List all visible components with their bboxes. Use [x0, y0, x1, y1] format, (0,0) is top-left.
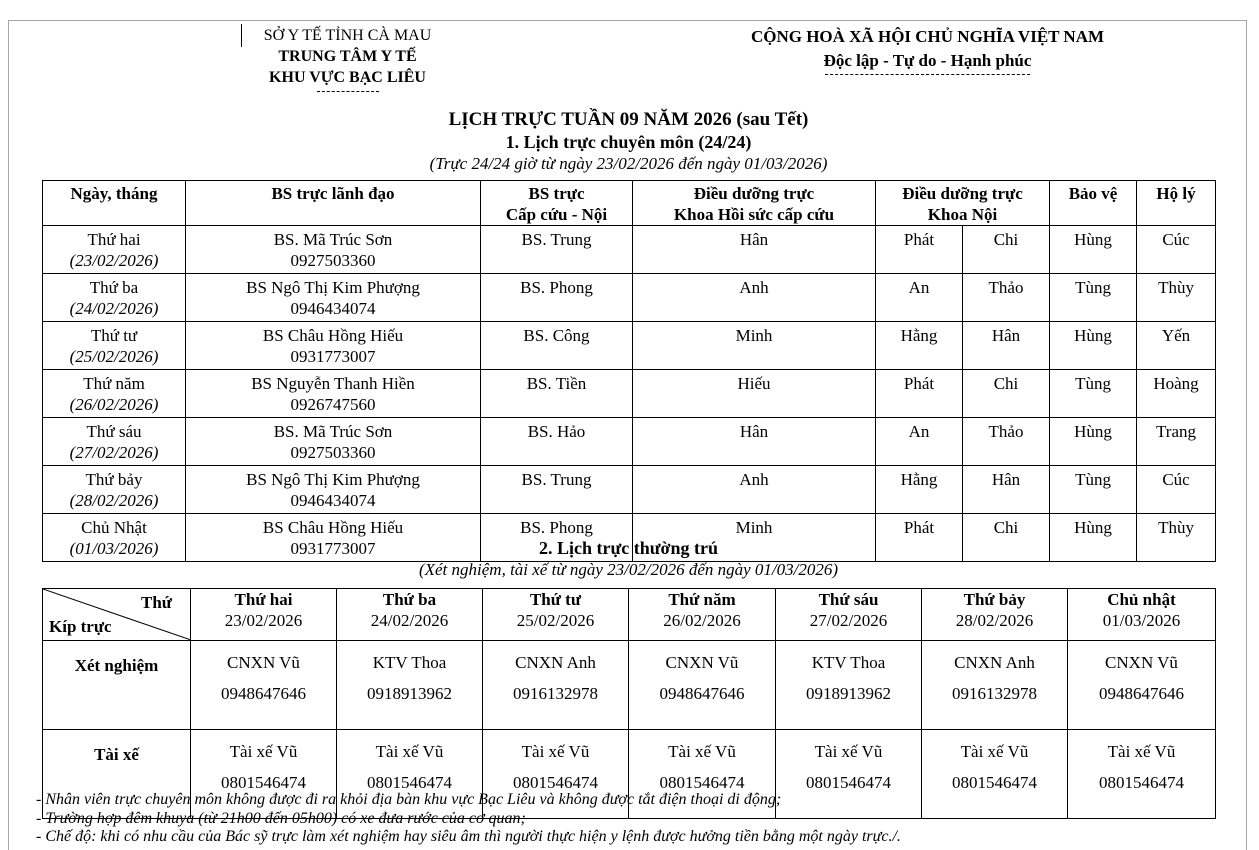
org-line-2: TRUNG TÂM Y TẾ	[278, 48, 417, 65]
guard-cell: Hùng	[1050, 322, 1137, 370]
col-header-day: Ngày, tháng	[43, 181, 186, 226]
noi-nurse-cell-1: An	[876, 274, 963, 322]
section2-heading: 2. Lịch trực thường trú	[538, 538, 719, 558]
lead-doctor-cell: BS. Mã Trúc Sơn 0927503360	[186, 418, 481, 466]
day-cell: Thứ ba (24/02/2026)	[43, 274, 186, 322]
guard-cell: Hùng	[1050, 514, 1137, 562]
driver-cell: Tài xế Vũ 0801546474	[629, 730, 776, 819]
icu-nurse-cell: Hiếu	[633, 370, 876, 418]
day-cell: Thứ hai (23/02/2026)	[43, 226, 186, 274]
lead-doctor-cell: BS Châu Hồng Hiếu 0931773007	[186, 322, 481, 370]
org-line-1: SỞ Y TẾ TỈNH CÀ MAU	[263, 27, 432, 44]
er-doctor-cell: BS. Hảo	[481, 418, 633, 466]
col-header-helper: Hộ lý	[1137, 181, 1216, 226]
document-title: LỊCH TRỰC TUẦN 09 NĂM 2026 (sau Tết)	[448, 109, 809, 130]
footer-notes	[36, 791, 1236, 847]
col-header-er-doctor: BS trực Cấp cứu - Nội	[481, 181, 633, 226]
noi-nurse-cell-1: Hằng	[876, 322, 963, 370]
guard-cell: Tùng	[1050, 370, 1137, 418]
noi-nurse-cell-2: Chi	[963, 370, 1050, 418]
icu-nurse-cell: Hân	[633, 418, 876, 466]
table-row	[43, 322, 1216, 370]
icu-nurse-cell: Minh	[633, 514, 876, 562]
lead-doctor-cell: BS Ngô Thị Kim Phượng 0946434074	[186, 274, 481, 322]
day-header: Thứ tư 25/02/2026	[483, 589, 629, 641]
icu-nurse-cell: Anh	[633, 466, 876, 514]
corner-label-top: Thứ	[141, 593, 172, 612]
day-cell: Thứ tư (25/02/2026)	[43, 322, 186, 370]
helper-cell: Trang	[1137, 418, 1216, 466]
day-cell: Thứ năm (26/02/2026)	[43, 370, 186, 418]
driver-cell: Tài xế Vũ 0801546474	[483, 730, 629, 819]
lab-cell: CNXN Vũ 0948647646	[1068, 641, 1216, 730]
er-doctor-cell: BS. Trung	[481, 466, 633, 514]
corner-cell	[43, 589, 191, 641]
table-header-row	[43, 181, 1216, 226]
guard-cell: Tùng	[1050, 274, 1137, 322]
note-line: - Trường hợp đêm khuya (từ 21h00 đến 05h00) có xe đưa rước của cơ quan;	[36, 809, 526, 827]
lab-cell: KTV Thoa 0918913962	[776, 641, 922, 730]
helper-cell: Cúc	[1137, 226, 1216, 274]
lead-doctor-cell: BS Ngô Thị Kim Phượng 0946434074	[186, 466, 481, 514]
table-header-row	[43, 589, 1216, 641]
col-header-noi-nurse: Điều dưỡng trực Khoa Nội	[876, 181, 1050, 226]
day-header: Thứ ba 24/02/2026	[337, 589, 483, 641]
col-header-lead-doctor: BS trực lãnh đạo	[186, 181, 481, 226]
note-line: - Nhân viên trực chuyên môn không được đi ra khỏi địa bàn khu vực Bạc Liêu và không được tắt điện thoại di động;	[36, 791, 782, 808]
guard-cell: Hùng	[1050, 226, 1137, 274]
helper-cell: Thùy	[1137, 514, 1216, 562]
duty-schedule-table	[42, 180, 1216, 562]
icu-nurse-cell: Minh	[633, 322, 876, 370]
section2-subtitle: (Xét nghiệm, tài xế từ ngày 23/02/2026 đến ngày 01/03/2026)	[418, 560, 839, 579]
er-doctor-cell: BS. Tiền	[481, 370, 633, 418]
er-doctor-cell: BS. Trung	[481, 226, 633, 274]
driver-cell: Tài xế Vũ 0801546474	[922, 730, 1068, 819]
lab-row	[43, 641, 1216, 730]
lab-cell: CNXN Anh 0916132978	[922, 641, 1068, 730]
lead-doctor-cell: BS. Mã Trúc Sơn 0927503360	[186, 226, 481, 274]
org-header	[205, 25, 490, 92]
lab-cell: CNXN Anh 0916132978	[483, 641, 629, 730]
day-cell: Thứ bảy (28/02/2026)	[43, 466, 186, 514]
noi-nurse-cell-2: Hân	[963, 466, 1050, 514]
section1-heading: 1. Lịch trực chuyên môn (24/24)	[505, 132, 752, 152]
icu-nurse-cell: Anh	[633, 274, 876, 322]
noi-nurse-cell-1: Phát	[876, 370, 963, 418]
guard-cell: Hùng	[1050, 418, 1137, 466]
lab-cell: CNXN Vũ 0948647646	[629, 641, 776, 730]
noi-nurse-cell-2: Hân	[963, 322, 1050, 370]
driver-cell: Tài xế Vũ 0801546474	[1068, 730, 1216, 819]
national-underline	[825, 74, 1030, 75]
day-cell: Thứ sáu (27/02/2026)	[43, 418, 186, 466]
helper-cell: Yến	[1137, 322, 1216, 370]
lead-doctor-cell: BS Nguyễn Thanh Hiền 0926747560	[186, 370, 481, 418]
section1-subtitle: (Trực 24/24 giờ từ ngày 23/02/2026 đến ngày 01/03/2026)	[429, 154, 828, 173]
er-doctor-cell: BS. Phong	[481, 514, 633, 562]
table-row	[43, 466, 1216, 514]
col-header-icu-nurse: Điều dưỡng trực Khoa Hồi sức cấp cứu	[633, 181, 876, 226]
day-header: Thứ hai 23/02/2026	[191, 589, 337, 641]
noi-nurse-cell-1: Phát	[876, 514, 963, 562]
driver-cell: Tài xế Vũ 0801546474	[776, 730, 922, 819]
row-label-driver: Tài xế	[43, 730, 191, 819]
org-underline	[317, 91, 379, 92]
lead-doctor-cell: BS Châu Hồng Hiếu 0931773007	[186, 514, 481, 562]
table-row	[43, 418, 1216, 466]
row-label-lab: Xét nghiệm	[43, 641, 191, 730]
org-line-3: KHU VỰC BẠC LIÊU	[269, 69, 426, 86]
noi-nurse-cell-2: Thảo	[963, 274, 1050, 322]
lab-cell: KTV Thoa 0918913962	[337, 641, 483, 730]
icu-nurse-cell: Hân	[633, 226, 876, 274]
resident-duty-table	[42, 588, 1216, 819]
noi-nurse-cell-1: Hằng	[876, 466, 963, 514]
day-header: Thứ sáu 27/02/2026	[776, 589, 922, 641]
helper-cell: Cúc	[1137, 466, 1216, 514]
noi-nurse-cell-1: An	[876, 418, 963, 466]
table-row	[43, 226, 1216, 274]
guard-cell: Tùng	[1050, 466, 1137, 514]
note-line: - Chế độ: khi có nhu cầu của Bác sỹ trực làm xét nghiệm hay siêu âm thì người thực hiện y lệnh được hưởng tiền bằng một ngày trực./.	[36, 828, 901, 845]
helper-cell: Hoàng	[1137, 370, 1216, 418]
corner-label-bottom: Kíp trực	[49, 617, 112, 636]
day-header: Thứ năm 26/02/2026	[629, 589, 776, 641]
noi-nurse-cell-1: Phát	[876, 226, 963, 274]
national-line-1: CỘNG HOÀ XÃ HỘI CHỦ NGHĨA VIỆT NAM	[750, 27, 1105, 46]
national-header	[690, 25, 1165, 75]
national-line-2: Độc lập - Tự do - Hạnh phúc	[823, 51, 1032, 70]
er-doctor-cell: BS. Công	[481, 322, 633, 370]
driver-cell: Tài xế Vũ 0801546474	[191, 730, 337, 819]
day-cell: Chủ Nhật (01/03/2026)	[43, 514, 186, 562]
er-doctor-cell: BS. Phong	[481, 274, 633, 322]
noi-nurse-cell-2: Thảo	[963, 418, 1050, 466]
lab-cell: CNXN Vũ 0948647646	[191, 641, 337, 730]
driver-cell: Tài xế Vũ 0801546474	[337, 730, 483, 819]
day-header: Thứ bảy 28/02/2026	[922, 589, 1068, 641]
helper-cell: Thùy	[1137, 274, 1216, 322]
noi-nurse-cell-2: Chi	[963, 226, 1050, 274]
noi-nurse-cell-2: Chi	[963, 514, 1050, 562]
table-row	[43, 370, 1216, 418]
day-header: Chủ nhật 01/03/2026	[1068, 589, 1216, 641]
col-header-guard: Bảo vệ	[1050, 181, 1137, 226]
table-row	[43, 274, 1216, 322]
